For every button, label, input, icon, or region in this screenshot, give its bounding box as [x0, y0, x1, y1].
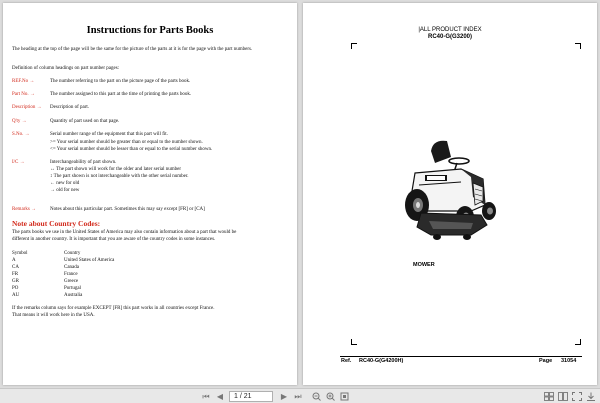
def-text-remarks: Notes about this particular part. Sometimes this may say except [FR] or [CA]	[50, 207, 205, 212]
last-page-icon[interactable]: ⏭	[294, 392, 302, 401]
ic-line-4: → old for new	[50, 188, 80, 193]
def-key-description: Description →	[12, 105, 42, 110]
index-title: |ALL PRODUCT INDEX	[418, 27, 482, 33]
country-text-1: The parts books we use in the United States of America may also contain information about a part that would be	[12, 230, 237, 235]
def-text-qty: Quantity of part used on that page.	[50, 119, 120, 124]
footer-rule	[340, 356, 582, 357]
ic-line-1: ↔ The part shown will work for the older and later serial number	[50, 167, 181, 172]
zoom-in-icon[interactable]	[326, 392, 335, 401]
sno-line-1: >= Your serial number should be greater than or equal to the number shown.	[50, 140, 203, 145]
model-title: RC40-G(G3200)	[427, 34, 472, 40]
def-key-partno: Part No. →	[12, 92, 35, 97]
table-row-country: Australia	[64, 293, 83, 298]
table-row-symbol: AU	[12, 293, 20, 298]
two-page-view-icon[interactable]	[558, 392, 568, 401]
download-icon[interactable]	[586, 392, 596, 401]
table-row-country: Greece	[64, 279, 79, 284]
fullscreen-icon[interactable]	[572, 392, 582, 401]
table-row-symbol: GR	[12, 279, 19, 284]
def-text-ic: Interchangeability of part shown.	[50, 160, 117, 165]
table-row-country: Portugal	[64, 286, 81, 291]
crop-mark-bottom-left	[351, 339, 357, 345]
page-number-input[interactable]: 1 / 21	[229, 391, 273, 402]
table-row-symbol: FR	[12, 272, 19, 277]
crop-mark-top-right	[575, 43, 581, 49]
table-row-symbol: CA	[12, 265, 19, 270]
zoom-out-icon[interactable]	[312, 392, 321, 401]
crop-mark-top-left	[351, 43, 357, 49]
first-page-icon[interactable]: ⏮	[202, 392, 210, 401]
table-header-symbol: Symbol	[12, 251, 28, 256]
page-label: Page	[539, 358, 553, 364]
footer-note-2: That means it will work here in the USA.	[12, 313, 95, 318]
fit-page-icon[interactable]	[340, 392, 349, 401]
ic-line-3: ← new for old	[50, 181, 80, 186]
sno-line-2: <= Your serial number should be lesser than or equal to the serial number shown.	[50, 147, 213, 152]
table-header-country: Country	[64, 251, 81, 256]
next-page-icon[interactable]: ▶	[280, 392, 288, 401]
ic-line-2: ↕ The part shown is not interchangeable with the other serial number.	[50, 174, 189, 179]
table-row-country: Canada	[64, 265, 79, 270]
thumbnails-icon[interactable]	[544, 392, 554, 401]
def-key-qty: Q'ty →	[12, 119, 27, 124]
page-number: 31054	[561, 358, 577, 364]
def-text-sno: Serial number range of the equipment that this part will fit.	[50, 132, 168, 137]
definition-heading: Definition of column headings on part number pages:	[12, 66, 120, 71]
page-instructions	[3, 3, 297, 385]
def-key-sno: S.No. →	[12, 132, 30, 137]
def-text-refno: The number referring to the part on the picture page of the parts book.	[50, 79, 191, 84]
ref-value: RC40-G(G4200H)	[359, 358, 404, 364]
def-key-ic: I/C →	[12, 160, 25, 165]
country-text-2: different in another country. It is important that you are aware of the country codes in some instances.	[12, 237, 216, 242]
previous-page-icon[interactable]: ◀	[216, 392, 224, 401]
table-row-country: United States of America	[64, 258, 115, 263]
def-text-partno: The number assigned to this part at the time of printing the parts book.	[50, 92, 192, 97]
table-row-symbol: A	[12, 258, 16, 263]
intro-text: The heading at the top of the page will be the same for the picture of the parts at it is for the page with the part numbers.	[12, 47, 253, 52]
table-row-symbol: PO	[12, 286, 19, 291]
viewer-toolbar	[0, 388, 600, 403]
ref-label: Ref.	[341, 358, 352, 364]
page-parts-index	[303, 3, 597, 385]
crop-mark-bottom-right	[575, 339, 581, 345]
def-key-refno: REF.No →	[12, 79, 35, 84]
footer-note-1: If the remarks column says for example EXCEPT [FR] this part works in all countries except France.	[12, 306, 215, 311]
country-codes-heading: Note about Country Codes:	[12, 219, 101, 228]
table-row-country: France	[64, 272, 78, 277]
instructions-title: Instructions for Parts Books	[86, 25, 214, 36]
mower-illustration	[401, 135, 501, 253]
def-key-remarks: Remarks →	[12, 207, 37, 212]
illustration-caption: MOWER	[413, 262, 435, 268]
def-text-description: Description of part.	[50, 105, 90, 110]
